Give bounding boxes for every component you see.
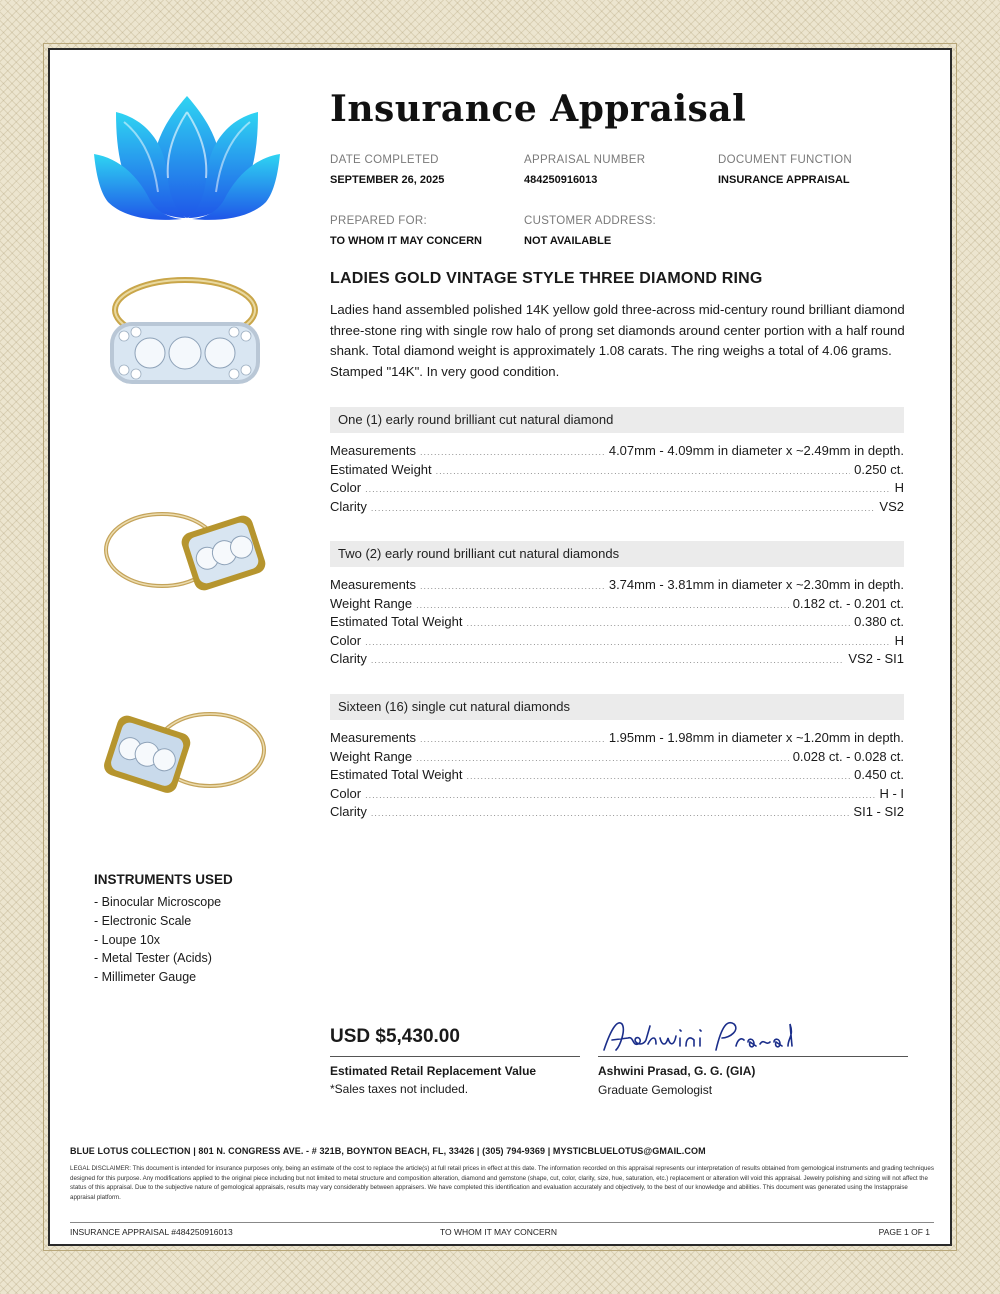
instruments-list [94, 872, 233, 987]
customer-address-value: NOT AVAILABLE [524, 235, 612, 247]
spec-label: Weight Range [330, 748, 413, 764]
stone-section-side [330, 541, 904, 670]
footer-page-number: PAGE 1 OF 1 [878, 1227, 930, 1237]
section-heading: Sixteen (16) single cut natural diamonds [330, 694, 904, 720]
document-function-label: DOCUMENT FUNCTION [718, 154, 852, 166]
leader-dots [416, 600, 789, 610]
leader-dots [420, 581, 605, 591]
leader-dots [416, 753, 789, 763]
spec-label: Estimated Total Weight [330, 767, 463, 783]
company-info: BLUE LOTUS COLLECTION | 801 N. CONGRESS AVE. - # 321B, BOYNTON BEACH, FL, 33426 | (305) 794-9369 | MYSTICBLUELOTUS@GMAIL.COM [70, 1146, 706, 1156]
spec-label: Estimated Weight [330, 461, 432, 477]
appraiser-title: Graduate Gemologist [598, 1083, 713, 1097]
value-divider [330, 1056, 580, 1057]
appraisal-number-label: APPRAISAL NUMBER [524, 154, 646, 166]
spec-row [330, 596, 904, 615]
prepared-for [330, 215, 482, 247]
document-function [718, 154, 852, 186]
spec-label: Clarity [330, 804, 367, 820]
spec-value: 1.95mm - 1.98mm in diameter x ~1.20mm in depth. [608, 730, 904, 745]
legal-disclaimer: LEGAL DISCLAIMER: This document is intended for insurance purposes only, being an estimate of the cost to replace the article(s) at full retail prices in effect at this date. The information recorded on this appraisal represents our interpretation of results obtained from gemological instruments and grading techniques designed for this purpose. Any modifications applied to the original piece including but not limited to metal structure and composition alteration, diamond and gemstone (shape, cut, color, clarity, size, hue, saturation, etc.) replacement or alteration will void this appraisal. Jewelry polishing and sizing will not affect the status of this appraisal. Due to the subjective nature of gemological appraisals, results may vary considerably between appraisers. We have completed this identification and evaluation accurately and objectively, to the best of our knowledge and abilities. This document was generated using the Instappraise appraisal platform. [70, 1165, 934, 1201]
section-heading: One (1) early round brilliant cut natural diamond [330, 407, 904, 433]
signature-line [598, 1056, 908, 1057]
appraisal-number [524, 154, 645, 186]
leader-dots [371, 808, 850, 818]
leader-dots [436, 466, 850, 476]
spec-value: 4.07mm - 4.09mm in diameter x ~2.49mm in depth. [608, 443, 904, 458]
spec-row [330, 786, 904, 805]
spec-row [330, 804, 904, 823]
spec-label: Estimated Total Weight [330, 614, 463, 630]
instruments-heading: INSTRUMENTS USED [94, 872, 233, 887]
leader-dots [365, 484, 891, 494]
date-completed [330, 154, 444, 186]
spec-label: Color [330, 785, 362, 801]
blue-lotus-logo-icon [94, 92, 280, 222]
handwritten-signature [598, 1016, 798, 1056]
leader-dots [365, 790, 875, 800]
document-function-value: INSURANCE APPRAISAL [718, 174, 850, 186]
spec-value: VS2 - SI1 [848, 651, 904, 667]
spec-label: Clarity [330, 498, 367, 514]
leader-dots [365, 637, 891, 647]
date-completed-label: DATE COMPLETED [330, 154, 439, 166]
customer-address-label: CUSTOMER ADDRESS: [524, 215, 657, 227]
spec-value: 0.182 ct. - 0.201 ct. [792, 595, 904, 611]
item-description: Ladies hand assembled polished 14K yellow gold three-across mid-century round brilliant diamond three-stone ring with single row halo of prong set diamonds around center portion with a half round shank. Total diamond weight is approximately 1.08 carats. The ring weighs a total of 4.06 grams. Stamped "14K". In very good condition. [330, 302, 905, 379]
spec-row [330, 462, 904, 481]
spec-label: Measurements [330, 443, 416, 458]
ring-photo-front [100, 270, 270, 400]
ring-photo-side [100, 490, 270, 620]
appraisal-sheet [48, 48, 952, 1246]
prepared-for-value: TO WHOM IT MAY CONCERN [330, 235, 482, 247]
instrument-item: - Loupe 10x [94, 932, 161, 947]
prepared-for-label: PREPARED FOR: [330, 215, 427, 227]
instrument-item: - Metal Tester (Acids) [94, 951, 212, 966]
leader-dots [371, 655, 845, 665]
spec-row [330, 749, 904, 768]
spec-label: Color [330, 480, 362, 496]
spec-label: Measurements [330, 730, 416, 745]
footer-divider [70, 1222, 934, 1223]
instrument-item: - Electronic Scale [94, 913, 192, 928]
spec-row [330, 443, 904, 462]
spec-row [330, 499, 904, 518]
spec-value: 0.028 ct. - 0.028 ct. [792, 748, 904, 764]
leader-dots [466, 771, 850, 781]
spec-value: H [894, 632, 904, 648]
spec-value: SI1 - SI2 [853, 804, 904, 820]
spec-value: 0.250 ct. [854, 461, 904, 477]
section-heading: Two (2) early round brilliant cut natural diamonds [330, 541, 904, 567]
spec-row [330, 614, 904, 633]
appraiser-name: Ashwini Prasad, G. G. (GIA) [598, 1064, 756, 1078]
customer-address [524, 215, 656, 247]
spec-row [330, 767, 904, 786]
spec-value: H [894, 480, 904, 496]
footer-appraisal-id: INSURANCE APPRAISAL #484250916013 [70, 1227, 233, 1237]
item-title: LADIES GOLD VINTAGE STYLE THREE DIAMOND RING [330, 270, 763, 287]
spec-value: H - I [879, 785, 904, 801]
spec-value: 0.450 ct. [854, 767, 904, 783]
spec-row [330, 651, 904, 670]
spec-value: VS2 [879, 498, 904, 514]
spec-value: 0.380 ct. [854, 614, 904, 630]
spec-value: 3.74mm - 3.81mm in diameter x ~2.30mm in depth. [608, 577, 904, 592]
document-title: Insurance Appraisal [330, 88, 747, 130]
spec-row [330, 633, 904, 652]
spec-label: Color [330, 632, 362, 648]
spec-label: Clarity [330, 651, 367, 667]
tax-note: *Sales taxes not included. [330, 1082, 469, 1096]
ring-photo-angle [100, 690, 270, 820]
spec-row [330, 730, 904, 749]
value-label: Estimated Retail Replacement Value [330, 1064, 537, 1078]
footer-recipient: TO WHOM IT MAY CONCERN [440, 1227, 557, 1237]
appraisal-number-value: 484250916013 [524, 174, 598, 186]
leader-dots [371, 503, 876, 513]
replacement-value: USD $5,430.00 [330, 1026, 460, 1047]
stone-section-center [330, 407, 904, 517]
leader-dots [466, 618, 850, 628]
instrument-item: - Millimeter Gauge [94, 970, 197, 985]
leader-dots [420, 447, 605, 457]
instrument-item: - Binocular Microscope [94, 895, 222, 909]
leader-dots [420, 734, 605, 744]
stone-section-halo [330, 694, 904, 823]
spec-label: Measurements [330, 577, 416, 592]
spec-row [330, 480, 904, 499]
spec-label: Weight Range [330, 595, 413, 611]
date-completed-value: SEPTEMBER 26, 2025 [330, 174, 445, 186]
spec-row [330, 577, 904, 596]
